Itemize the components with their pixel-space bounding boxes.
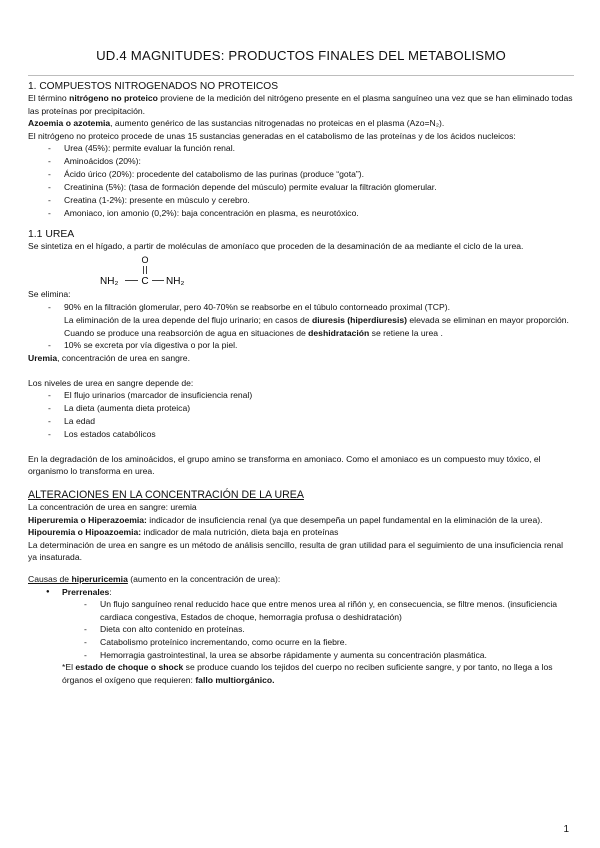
list-item: - 90% en la filtración glomerular, pero 40-70%n se reabsorbe en el túbulo contorneado proximal (TCP). [28,301,574,314]
paragraph-deshidratacion: Cuando se produce una reabsorción de agua en situaciones de deshidratación se retiene la urea . [64,327,443,338]
list-item: - Dieta con alto contenido en proteínas. [28,623,574,636]
paragraph-se-elimina: Se elimina: [28,289,71,300]
page-number: 1 [563,824,569,835]
paragraph-causas: Causas de hiperuricemia (aumento en la concentración de urea): [28,573,281,584]
list-item: - Un flujo sanguíneo renal reducido hace que entre menos urea al riñón y, en consecuencia, se filtre menos. (insuficiencia cardiaca congestiva, Estados de choque, hemorragia profusa o deshidratación) [28,598,574,623]
paragraph-nitrogeno: El término nitrógeno no proteico proviene de la medición del nitrógeno presente en el plasma sanguíneo una vez que se han eliminado todas las proteínas por precipitación. [28,93,573,116]
paragraph-shock-note: *El estado de choque o shock se produce cuando los tejidos del cuerpo no reciben suficiente sangre, y por tanto, no llega a los órganos el oxígeno que requieren: fallo multiorgánico. [62,662,553,685]
causas-list [28,586,574,599]
document-page [28,0,574,686]
section-1-heading: 1. COMPUESTOS NITROGENADOS NO PROTEICOS [28,81,279,92]
list-item: - La edad [28,415,574,428]
formula-nh2-left: NH₂ [100,276,119,288]
title-divider [28,75,574,76]
section-1-1-heading: 1.1 UREA [28,228,75,240]
list-item-prerrenales: ● Prerrenales: [28,586,574,599]
paragraph-azoemia: Azoemia o azotemia, aumento genérico de las sustancias nitrogenadas no proteicas en el plasma (Azo=N₂). [28,118,445,129]
paragraph-uremia: Uremia, concentración de urea en sangre. [28,353,190,363]
document-title: UD.4 MAGNITUDES: PRODUCTOS FINALES DEL METABOLISMO [96,48,506,63]
list-item: - Hemorragia gastrointestinal, la urea se absorbe rápidamente y aumenta su concentración plasmática. [28,649,574,662]
list-item: - La dieta (aumenta dieta proteica) [28,402,574,415]
elimination-list-2 [28,339,574,352]
list-item: - Creatinina (5%): (tasa de formación depende del músculo) permite evaluar la filtración glomerular. [28,181,574,194]
alteraciones-heading: ALTERACIONES EN LA CONCENTRACIÓN DE LA UREA [28,489,304,501]
formula-nh2-right: NH₂ [166,276,185,288]
paragraph-origen: El nitrógeno no proteico procede de unas 15 sustancias generadas en el catabolismo de las proteínas y de los ácidos nucleicos: [28,130,516,141]
paragraph-concentracion: La concentración de urea en sangre: uremia [28,502,197,512]
paragraph-hiperuremia: Hiperuremia o Hiperazoemia: indicador de insuficiencia renal (ya que desempeña un papel fundamental en la eliminación de la urea). [28,514,543,525]
formula-carbon: C [141,276,149,288]
list-item: - El flujo urinarios (marcador de insuficiencia renal) [28,389,574,402]
prerrenales-list [28,598,574,661]
list-item: - 10% se excreta por vía digestiva o por la piel. [28,339,574,352]
paragraph-determinacion: La determinación de urea en sangre es un método de análisis sencillo, resulta de gran utilidad para el seguimiento de una insuficiencia renal ya insaturada. [28,539,564,563]
list-item: - Catabolismo proteínico incrementando, como ocurre en la fiebre. [28,636,574,649]
elimination-list [28,301,574,314]
list-item: - Aminoácidos (20%): [28,155,574,168]
compounds-list [28,142,574,219]
list-item: - Creatina (1-2%): presente en músculo y cerebro. [28,194,574,207]
niveles-list [28,389,574,441]
list-item: - Ácido úrico (20%): procedente del catabolismo de las purinas (produce “gota”). [28,168,574,181]
paragraph-niveles: Los niveles de urea en sangre depende de: [28,377,194,388]
paragraph-hipouremia: Hipouremia o Hipoazoemia: indicador de mala nutrición, dieta baja en proteínas [28,527,339,538]
urea-formula [98,254,218,288]
list-item: - Los estados catabólicos [28,428,574,441]
formula-oxygen: O [141,255,149,266]
paragraph-sintesis: Se sintetiza en el hígado, a partir de moléculas de amoníaco que proceden de la desaminación de aa mediante el ciclo de la urea. [28,240,524,251]
paragraph-degradacion: En la degradación de los aminoácidos, el grupo amino se transforma en amoniaco. Como el amoniaco es un compuesto muy tóxico, el organismo lo transforma en urea. [28,453,541,477]
paragraph-diuresis: La eliminación de la urea depende del flujo urinario; en casos de diuresis (hiperdiuresis) elevada se eliminan en mayor proporción. [64,314,569,325]
list-item: - Urea (45%): permite evaluar la función renal. [28,142,574,155]
list-item: - Amoniaco, ion amonio (0,2%): baja concentración en plasma, es neurotóxico. [28,207,574,220]
